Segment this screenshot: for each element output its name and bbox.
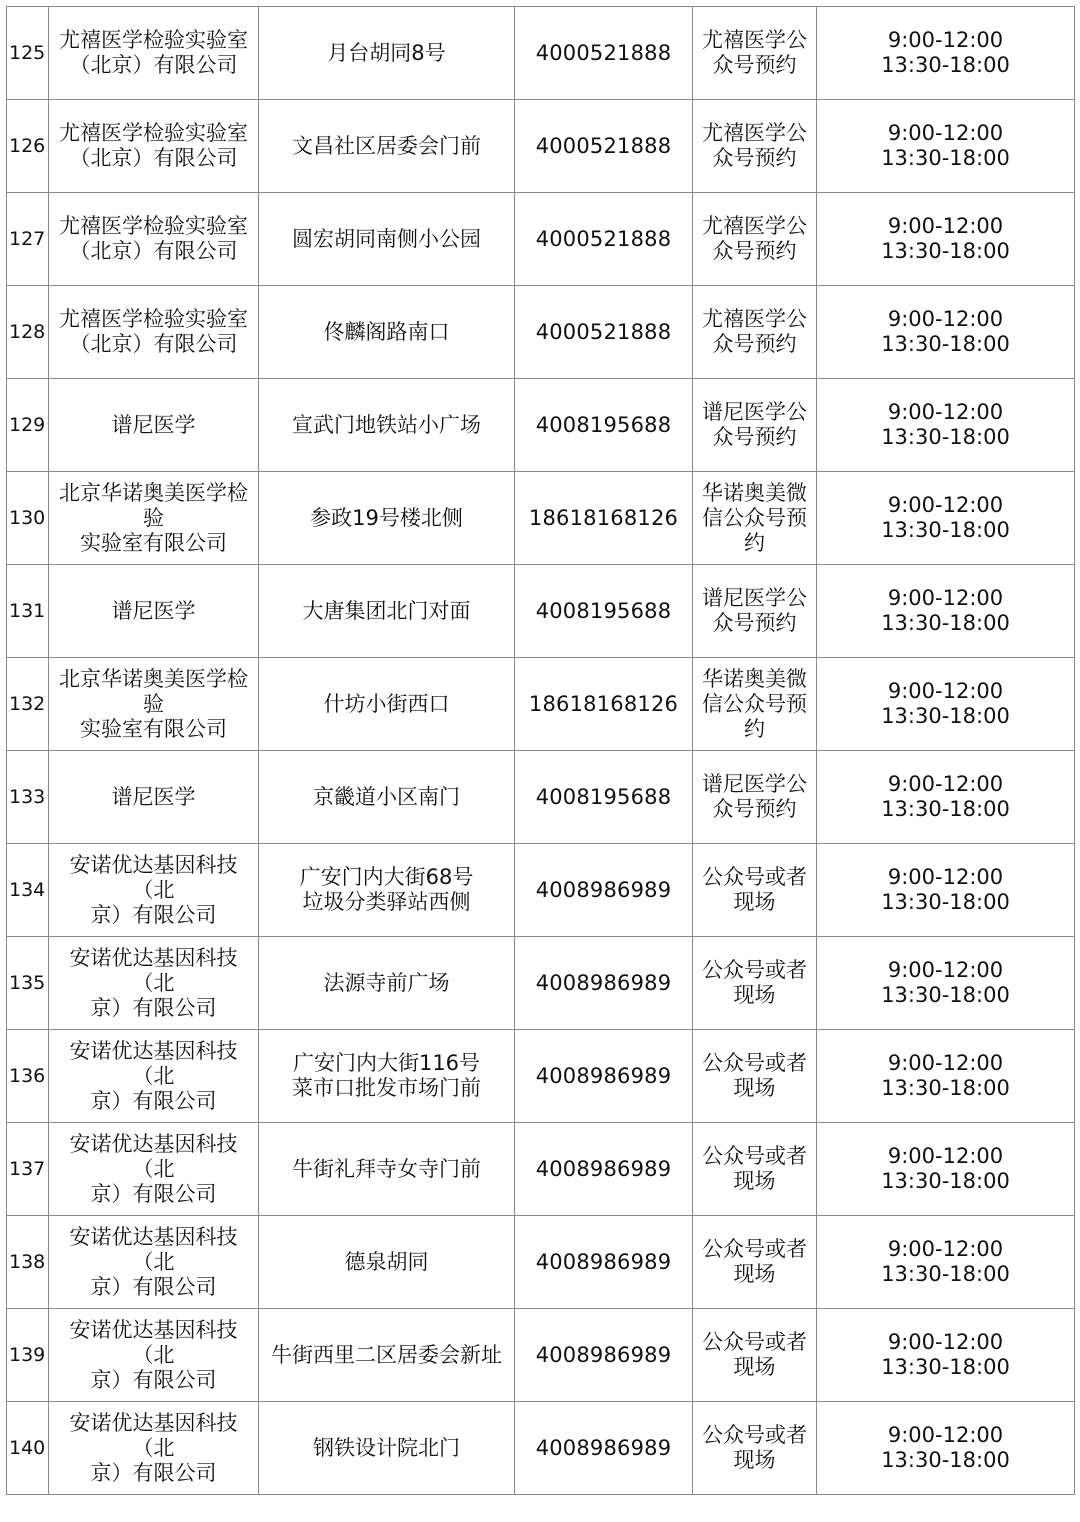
table-row xyxy=(7,1216,1075,1309)
location-text: 京畿道小区南门 xyxy=(313,784,460,809)
location-text: 广安门内大街116号 菜市口批发市场门前 xyxy=(292,1051,481,1100)
row-number-text: 134 xyxy=(9,878,46,901)
booking-method-text: 华诺奥美微 信公众号预 约 xyxy=(702,666,807,741)
organization-text: 尤禧医学检验实验室 （北京）有限公司 xyxy=(59,214,248,263)
organization-cell xyxy=(49,937,259,1030)
booking-method-text: 谱尼医学公 众号预约 xyxy=(702,586,807,635)
organization-text: 安诺优达基因科技（北 京）有限公司 xyxy=(69,1317,238,1392)
row-number-text: 127 xyxy=(9,227,46,250)
booking-method-cell xyxy=(693,844,817,937)
row-number-text: 136 xyxy=(9,1064,46,1087)
organization-text: 安诺优达基因科技（北 京）有限公司 xyxy=(69,1038,238,1113)
row-number-cell xyxy=(7,1030,49,1123)
row-number-cell xyxy=(7,658,49,751)
location-cell xyxy=(259,565,515,658)
location-text: 月台胡同8号 xyxy=(327,40,446,65)
phone-cell xyxy=(515,1309,693,1402)
hours-text: 9:00-12:00 13:30-18:00 xyxy=(881,121,1010,170)
booking-method-text: 公众号或者 现场 xyxy=(702,1423,807,1472)
hours-text: 9:00-12:00 13:30-18:00 xyxy=(881,400,1010,449)
organization-text: 尤禧医学检验实验室 （北京）有限公司 xyxy=(59,307,248,356)
phone-text: 4008195688 xyxy=(535,784,672,809)
row-number-cell xyxy=(7,1216,49,1309)
row-number-text: 129 xyxy=(9,413,46,436)
hours-text: 9:00-12:00 13:30-18:00 xyxy=(881,214,1010,263)
table-row xyxy=(7,379,1075,472)
organization-cell xyxy=(49,1123,259,1216)
booking-method-cell xyxy=(693,7,817,100)
row-number-text: 135 xyxy=(9,971,46,994)
hours-cell xyxy=(817,1123,1075,1216)
phone-cell xyxy=(515,472,693,565)
phone-text: 4000521888 xyxy=(535,226,672,251)
booking-method-text: 华诺奥美微 信公众号预 约 xyxy=(702,480,807,555)
hours-cell xyxy=(817,100,1075,193)
location-cell xyxy=(259,844,515,937)
hours-cell xyxy=(817,286,1075,379)
hours-text: 9:00-12:00 13:30-18:00 xyxy=(881,1237,1010,1286)
row-number-cell xyxy=(7,844,49,937)
location-cell xyxy=(259,7,515,100)
row-number-text: 130 xyxy=(9,506,46,529)
organization-text: 安诺优达基因科技（北 京）有限公司 xyxy=(69,945,238,1020)
organization-text: 尤禧医学检验实验室 （北京）有限公司 xyxy=(59,28,248,77)
row-number-cell xyxy=(7,193,49,286)
table-row xyxy=(7,937,1075,1030)
table-row xyxy=(7,100,1075,193)
phone-cell xyxy=(515,937,693,1030)
booking-method-text: 谱尼医学公 众号预约 xyxy=(702,772,807,821)
location-cell xyxy=(259,658,515,751)
hours-cell xyxy=(817,658,1075,751)
organization-text: 谱尼医学 xyxy=(111,784,196,809)
phone-cell xyxy=(515,844,693,937)
booking-method-cell xyxy=(693,472,817,565)
phone-cell xyxy=(515,286,693,379)
organization-cell xyxy=(49,286,259,379)
hours-text: 9:00-12:00 13:30-18:00 xyxy=(881,772,1010,821)
booking-method-text: 尤禧医学公 众号预约 xyxy=(702,214,807,263)
table-row xyxy=(7,7,1075,100)
hours-text: 9:00-12:00 13:30-18:00 xyxy=(881,1051,1010,1100)
phone-text: 18618168126 xyxy=(528,505,679,530)
location-cell xyxy=(259,937,515,1030)
table-row xyxy=(7,565,1075,658)
table-row xyxy=(7,472,1075,565)
booking-method-cell xyxy=(693,658,817,751)
hours-text: 9:00-12:00 13:30-18:00 xyxy=(881,28,1010,77)
organization-text: 谱尼医学 xyxy=(111,412,196,437)
phone-text: 4000521888 xyxy=(535,40,672,65)
phone-cell xyxy=(515,1123,693,1216)
location-text: 大唐集团北门对面 xyxy=(302,598,471,623)
row-number-text: 131 xyxy=(9,599,46,622)
location-text: 什坊小街西口 xyxy=(323,691,450,716)
hours-cell xyxy=(817,7,1075,100)
location-cell xyxy=(259,379,515,472)
location-text: 圆宏胡同南侧小公园 xyxy=(292,226,481,251)
location-cell xyxy=(259,1030,515,1123)
organization-text: 安诺优达基因科技（北 京）有限公司 xyxy=(69,852,238,927)
location-cell xyxy=(259,193,515,286)
row-number-cell xyxy=(7,100,49,193)
row-number-text: 126 xyxy=(9,134,46,157)
phone-text: 4008986989 xyxy=(535,1249,672,1274)
location-text: 钢铁设计院北门 xyxy=(313,1435,460,1460)
table-row xyxy=(7,1123,1075,1216)
row-number-text: 128 xyxy=(9,320,46,343)
booking-method-text: 谱尼医学公 众号预约 xyxy=(702,400,807,449)
phone-cell xyxy=(515,565,693,658)
row-number-text: 132 xyxy=(9,692,46,715)
hours-cell xyxy=(817,1402,1075,1495)
location-cell xyxy=(259,100,515,193)
row-number-text: 140 xyxy=(9,1436,46,1459)
row-number-text: 137 xyxy=(9,1157,46,1180)
phone-cell xyxy=(515,751,693,844)
hours-text: 9:00-12:00 13:30-18:00 xyxy=(881,958,1010,1007)
table-body xyxy=(7,7,1075,1495)
location-text: 宣武门地铁站小广场 xyxy=(292,412,481,437)
hours-text: 9:00-12:00 13:30-18:00 xyxy=(881,679,1010,728)
organization-cell xyxy=(49,193,259,286)
location-text: 牛街礼拜寺女寺门前 xyxy=(292,1156,481,1181)
row-number-cell xyxy=(7,1309,49,1402)
hours-cell xyxy=(817,472,1075,565)
booking-method-cell xyxy=(693,1402,817,1495)
phone-text: 4008986989 xyxy=(535,1435,672,1460)
row-number-cell xyxy=(7,565,49,658)
hours-text: 9:00-12:00 13:30-18:00 xyxy=(881,1330,1010,1379)
row-number-text: 125 xyxy=(9,41,46,64)
booking-method-text: 公众号或者 现场 xyxy=(702,958,807,1007)
hours-cell xyxy=(817,751,1075,844)
phone-text: 4008986989 xyxy=(535,1063,672,1088)
row-number-cell xyxy=(7,286,49,379)
booking-method-cell xyxy=(693,1123,817,1216)
row-number-cell xyxy=(7,1123,49,1216)
booking-method-cell xyxy=(693,193,817,286)
booking-method-text: 公众号或者 现场 xyxy=(702,1330,807,1379)
table-row xyxy=(7,1030,1075,1123)
phone-text: 4008986989 xyxy=(535,970,672,995)
hours-cell xyxy=(817,1216,1075,1309)
phone-text: 4008195688 xyxy=(535,598,672,623)
location-cell xyxy=(259,1216,515,1309)
row-number-text: 139 xyxy=(9,1343,46,1366)
booking-method-cell xyxy=(693,1309,817,1402)
booking-method-text: 尤禧医学公 众号预约 xyxy=(702,121,807,170)
booking-method-cell xyxy=(693,286,817,379)
booking-method-text: 尤禧医学公 众号预约 xyxy=(702,28,807,77)
booking-method-cell xyxy=(693,100,817,193)
hours-cell xyxy=(817,193,1075,286)
location-text: 广安门内大街68号 垃圾分类驿站西侧 xyxy=(299,865,474,914)
organization-text: 安诺优达基因科技（北 京）有限公司 xyxy=(69,1131,238,1206)
location-cell xyxy=(259,751,515,844)
booking-method-cell xyxy=(693,1030,817,1123)
location-cell xyxy=(259,472,515,565)
table-row xyxy=(7,286,1075,379)
phone-text: 4008986989 xyxy=(535,1342,672,1367)
hours-text: 9:00-12:00 13:30-18:00 xyxy=(881,865,1010,914)
row-number-text: 138 xyxy=(9,1250,46,1273)
booking-method-cell xyxy=(693,565,817,658)
row-number-cell xyxy=(7,379,49,472)
table-row xyxy=(7,1402,1075,1495)
hours-text: 9:00-12:00 13:30-18:00 xyxy=(881,586,1010,635)
row-number-cell xyxy=(7,751,49,844)
organization-cell xyxy=(49,7,259,100)
location-cell xyxy=(259,286,515,379)
organization-text: 尤禧医学检验实验室 （北京）有限公司 xyxy=(59,121,248,170)
location-cell xyxy=(259,1309,515,1402)
phone-text: 4008195688 xyxy=(535,412,672,437)
hours-text: 9:00-12:00 13:30-18:00 xyxy=(881,1144,1010,1193)
organization-text: 北京华诺奥美医学检验 实验室有限公司 xyxy=(59,666,248,741)
organization-text: 北京华诺奥美医学检验 实验室有限公司 xyxy=(59,480,248,555)
phone-cell xyxy=(515,1216,693,1309)
booking-method-cell xyxy=(693,1216,817,1309)
organization-cell xyxy=(49,379,259,472)
phone-text: 18618168126 xyxy=(528,691,679,716)
hours-text: 9:00-12:00 13:30-18:00 xyxy=(881,307,1010,356)
phone-cell xyxy=(515,379,693,472)
location-text: 法源寺前广场 xyxy=(323,970,450,995)
hours-cell xyxy=(817,844,1075,937)
table-row xyxy=(7,658,1075,751)
organization-cell xyxy=(49,1030,259,1123)
booking-method-text: 公众号或者 现场 xyxy=(702,1051,807,1100)
row-number-text: 133 xyxy=(9,785,46,808)
location-cell xyxy=(259,1123,515,1216)
booking-method-text: 公众号或者 现场 xyxy=(702,865,807,914)
phone-cell xyxy=(515,1030,693,1123)
phone-cell xyxy=(515,7,693,100)
phone-cell xyxy=(515,1402,693,1495)
booking-method-cell xyxy=(693,379,817,472)
organization-cell xyxy=(49,100,259,193)
phone-cell xyxy=(515,100,693,193)
organization-cell xyxy=(49,751,259,844)
testing-sites-table xyxy=(6,6,1075,1495)
organization-text: 谱尼医学 xyxy=(111,598,196,623)
table-row xyxy=(7,751,1075,844)
hours-cell xyxy=(817,1030,1075,1123)
hours-cell xyxy=(817,1309,1075,1402)
phone-text: 4008986989 xyxy=(535,1156,672,1181)
phone-cell xyxy=(515,193,693,286)
table-row xyxy=(7,1309,1075,1402)
hours-cell xyxy=(817,565,1075,658)
hours-cell xyxy=(817,937,1075,1030)
row-number-cell xyxy=(7,472,49,565)
hours-cell xyxy=(817,379,1075,472)
organization-cell xyxy=(49,658,259,751)
booking-method-cell xyxy=(693,751,817,844)
booking-method-text: 公众号或者 现场 xyxy=(702,1144,807,1193)
phone-text: 4000521888 xyxy=(535,133,672,158)
organization-cell xyxy=(49,472,259,565)
organization-cell xyxy=(49,1402,259,1495)
booking-method-text: 公众号或者 现场 xyxy=(702,1237,807,1286)
row-number-cell xyxy=(7,7,49,100)
location-text: 德泉胡同 xyxy=(344,1249,429,1274)
location-cell xyxy=(259,1402,515,1495)
table-row xyxy=(7,844,1075,937)
organization-text: 安诺优达基因科技（北 京）有限公司 xyxy=(69,1224,238,1299)
row-number-cell xyxy=(7,1402,49,1495)
location-text: 参政19号楼北侧 xyxy=(310,505,463,530)
location-text: 牛街西里二区居委会新址 xyxy=(271,1342,502,1367)
organization-text: 安诺优达基因科技（北 京）有限公司 xyxy=(69,1410,238,1485)
booking-method-text: 尤禧医学公 众号预约 xyxy=(702,307,807,356)
phone-cell xyxy=(515,658,693,751)
hours-text: 9:00-12:00 13:30-18:00 xyxy=(881,1423,1010,1472)
phone-text: 4000521888 xyxy=(535,319,672,344)
location-text: 文昌社区居委会门前 xyxy=(292,133,481,158)
phone-text: 4008986989 xyxy=(535,877,672,902)
organization-cell xyxy=(49,844,259,937)
organization-cell xyxy=(49,1216,259,1309)
organization-cell xyxy=(49,1309,259,1402)
booking-method-cell xyxy=(693,937,817,1030)
organization-cell xyxy=(49,565,259,658)
row-number-cell xyxy=(7,937,49,1030)
location-text: 佟麟阁路南口 xyxy=(323,319,450,344)
table-row xyxy=(7,193,1075,286)
hours-text: 9:00-12:00 13:30-18:00 xyxy=(881,493,1010,542)
